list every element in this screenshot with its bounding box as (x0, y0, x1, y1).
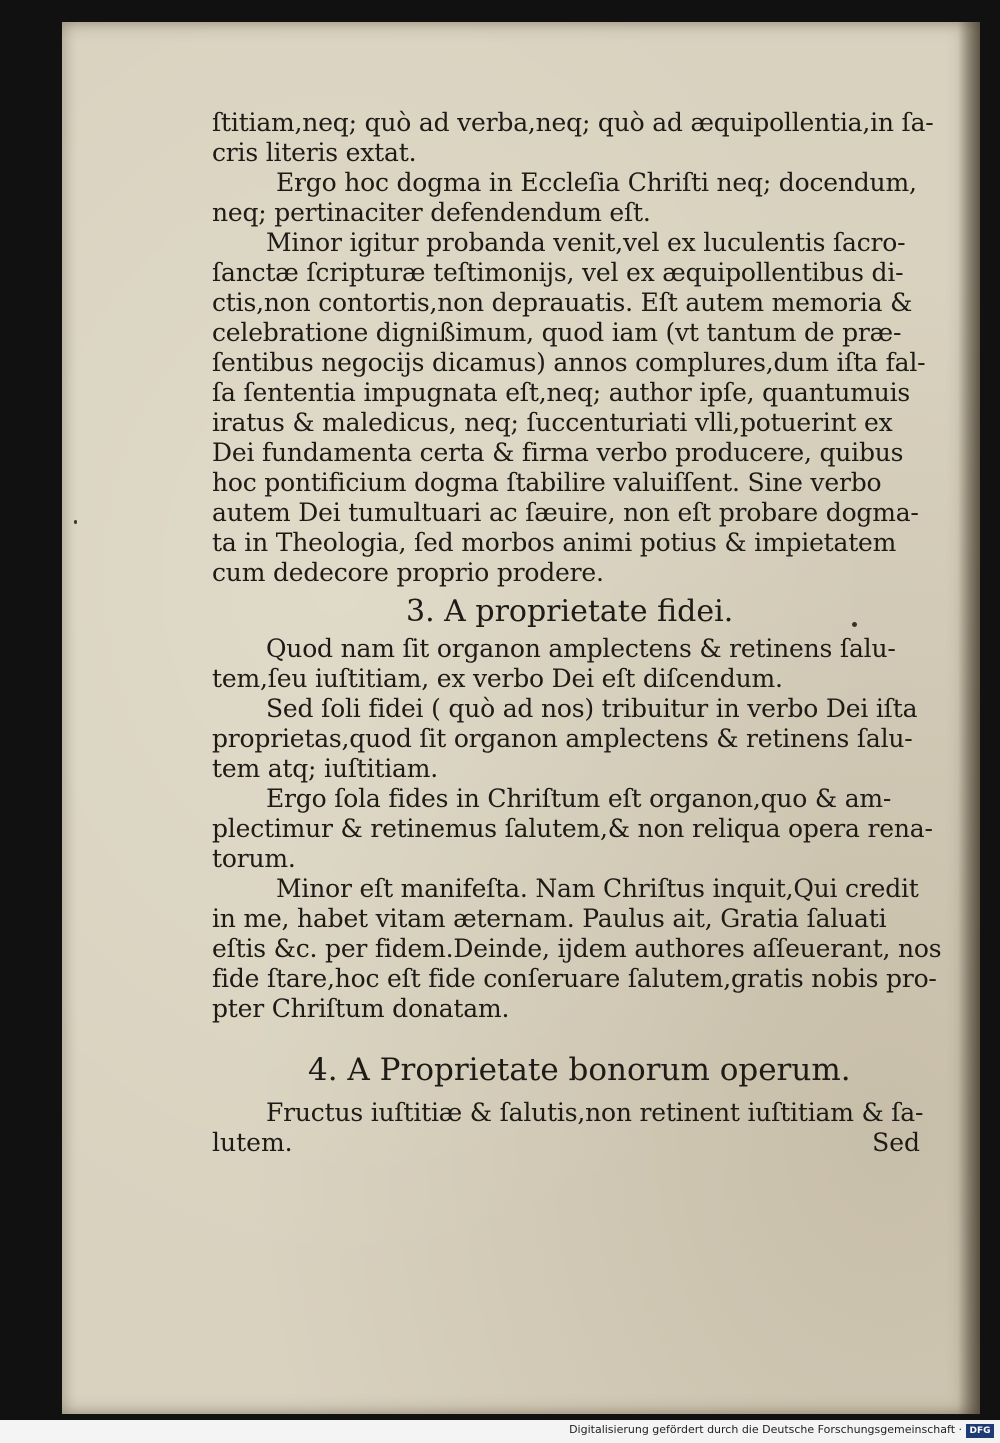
text-line: Ergo hoc dogma in Eccleſia Chriſti neq; docendum, (276, 168, 917, 197)
text-line: ſa ſententia impugnata eſt,neq; author ipſe, quantumuis (212, 378, 911, 407)
text-line: iratus & maledicus, neq; ſuccenturiati vlli,potuerint ex (212, 408, 893, 437)
text-line: tem,ſeu iuſtitiam, ex verbo Dei eſt diſcendum. (212, 664, 783, 693)
section-heading-4: 4. A Proprietate bonorum operum. (308, 1052, 851, 1088)
footer-bar (0, 1420, 1000, 1443)
text-line: ta in Theologia, ſed morbos animi potius & impietatem (212, 528, 897, 557)
text-line: plectimur & retinemus ſalutem,& non reliqua opera rena- (212, 814, 933, 843)
text-line: Minor igitur probanda venit,vel ex luculentis ſacro- (266, 228, 906, 257)
text-line: celebratione dignißimum, quod iam (vt tantum de præ- (212, 318, 902, 347)
text-line: cris literis extat. (212, 138, 417, 167)
text-line: torum. (212, 844, 296, 873)
text-line: fide ſtare,hoc eſt fide conſeruare ſalutem,gratis nobis pro- (212, 964, 937, 993)
catchword: Sed (872, 1128, 920, 1157)
text-line: Dei fundamenta certa & firma verbo producere, quibus (212, 438, 904, 467)
section-heading-3: 3. A proprietate fidei. (406, 594, 734, 629)
text-line: hoc pontificium dogma ſtabilire valuiſſent. Sine verbo (212, 468, 882, 497)
text-line: Sed ſoli fidei ( quò ad nos) tribuitur in verbo Dei iſta (266, 694, 918, 723)
paper-speck (74, 520, 77, 524)
text-line: tem atq; iuſtitiam. (212, 754, 439, 783)
text-line: in me, habet vitam æternam. Paulus ait, Gratia ſaluati (212, 904, 887, 933)
page-text (212, 108, 960, 1158)
text-line: cum dedecore proprio prodere. (212, 558, 604, 587)
text-line: proprietas,quod ſit organon amplectens & retinens ſalu- (212, 724, 913, 753)
text-line: ſentibus negocijs dicamus) annos complures,dum iſta fal- (212, 348, 926, 377)
text-line: neq; pertinaciter defendendum eſt. (212, 198, 651, 227)
text-line: ſanctæ ſcripturæ teſtimonijs, vel ex æquipollentibus di- (212, 258, 904, 287)
text-line: eſtis &c. per fidem.Deinde, ijdem authores aſſeuerant, nos (212, 934, 942, 963)
text-line: ſtitiam,neq; quò ad verba,neq; quò ad æquipollentia,in ſa- (212, 108, 934, 137)
text-line: ctis,non contortis,non deprauatis. Eſt autem memoria & (212, 288, 913, 317)
funding-notice: Digitalisierung gefördert durch die Deutsche Forschungsgemeinschaft · (569, 1423, 962, 1436)
text-line: pter Chriſtum donatam. (212, 994, 510, 1023)
last-line-row (212, 1128, 960, 1158)
text-line: Quod nam ſit organon amplectens & retinens ſalu- (266, 634, 896, 663)
text-line: Ergo ſola fides in Chriſtum eſt organon,quo & am- (266, 784, 892, 813)
text-line: Minor eſt manifeſta. Nam Chriſtus inquit,Qui credit (276, 874, 919, 903)
page-edge-shadow (958, 22, 980, 1414)
dfg-logo-icon: DFG (966, 1424, 994, 1438)
text-line: lutem. (212, 1128, 293, 1157)
text-line: Fructus iuſtitiæ & ſalutis,non retinent iuſtitiam & ſa- (266, 1098, 924, 1127)
text-line: autem Dei tumultuari ac ſæuire, non eſt probare dogma- (212, 498, 919, 527)
